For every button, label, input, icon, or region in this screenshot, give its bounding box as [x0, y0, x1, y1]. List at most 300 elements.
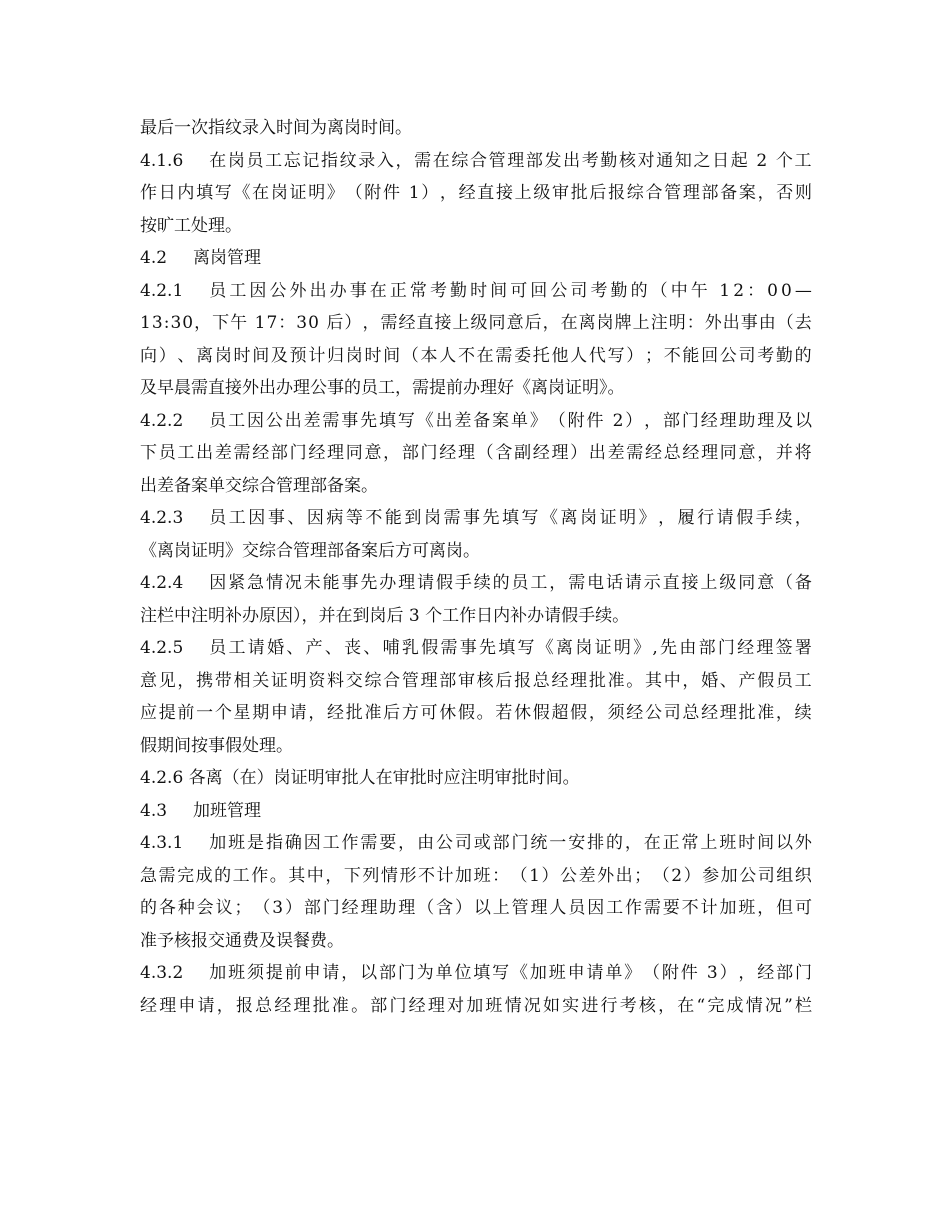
- glyph: 不: [663, 345, 681, 366]
- glyph: 、: [719, 670, 737, 691]
- glyph: 、: [286, 638, 304, 658]
- glyph: 后: [495, 670, 513, 691]
- glyph: :: [163, 313, 170, 333]
- glyph: 级: [533, 183, 551, 203]
- glyph: 请: [417, 573, 435, 593]
- line-text: 最后一次指纹录入时间为离岗时间。: [140, 118, 412, 138]
- document-body: [140, 112, 812, 1022]
- line-text: 《离岗证明》交综合管理部备案后方可离岗。: [140, 540, 480, 561]
- glyph: 归: [327, 345, 345, 366]
- glyph: 的: [794, 345, 812, 366]
- glyph: 相: [233, 670, 251, 691]
- glyph: 出: [588, 443, 606, 463]
- glyph: 出: [196, 443, 214, 463]
- glyph: 填: [473, 963, 491, 983]
- glyph: 出: [435, 410, 453, 431]
- glyph: 能: [384, 508, 402, 528]
- line-text: [140, 697, 812, 730]
- glyph: 审: [552, 183, 570, 203]
- glyph: 婚: [267, 638, 285, 658]
- glyph: 情: [265, 573, 283, 593]
- glyph: 。: [476, 703, 494, 723]
- glyph: 差: [607, 443, 625, 463]
- glyph: 事: [341, 573, 359, 593]
- glyph: 要: [379, 833, 397, 853]
- glyph: 理: [719, 703, 737, 723]
- glyph: 否: [776, 183, 794, 203]
- glyph: （: [776, 313, 794, 333]
- numbered-clause-line: [140, 242, 812, 275]
- glyph: 。: [626, 670, 644, 691]
- glyph: 注: [650, 313, 668, 333]
- glyph: 统: [530, 833, 548, 853]
- glyph: 岗: [423, 508, 441, 528]
- glyph: 作: [251, 865, 269, 886]
- glyph: 出: [722, 313, 740, 333]
- glyph: 出: [615, 865, 633, 886]
- glyph: ）: [344, 313, 362, 333]
- text-line: [140, 697, 812, 730]
- glyph: 员: [209, 280, 227, 301]
- glyph: 方: [401, 703, 419, 723]
- glyph: 考: [429, 280, 447, 301]
- glyph: 批: [312, 995, 330, 1016]
- glyph: 假: [736, 508, 754, 528]
- text-line: [140, 177, 812, 210]
- glyph: 假: [757, 670, 775, 691]
- glyph: 因: [246, 410, 264, 431]
- glyph: 理: [701, 443, 719, 463]
- glyph: 知: [674, 150, 692, 171]
- glyph: 中: [306, 865, 324, 886]
- glyph: 理: [757, 410, 775, 431]
- glyph: 工: [228, 508, 246, 528]
- glyph: 事: [459, 638, 477, 658]
- glyph: 资: [308, 670, 326, 691]
- glyph: 考: [590, 280, 608, 301]
- glyph: 急: [247, 573, 265, 593]
- numbered-clause-line: [140, 827, 812, 860]
- glyph: 外: [597, 865, 615, 886]
- glyph: 记: [302, 150, 320, 171]
- glyph: 工: [322, 833, 340, 853]
- glyph: 总: [663, 443, 681, 463]
- clause-number: 4.3: [140, 800, 168, 821]
- glyph: 前: [177, 703, 195, 723]
- glyph: 助: [738, 410, 756, 431]
- glyph: ，: [341, 963, 359, 983]
- glyph: 岗: [227, 150, 245, 171]
- glyph: 话: [605, 573, 623, 593]
- glyph: （: [650, 280, 668, 301]
- glyph: 一: [196, 703, 214, 723]
- glyph: 加: [529, 963, 547, 983]
- glyph: 门: [397, 963, 415, 983]
- glyph: 事: [740, 313, 758, 333]
- glyph: 1: [408, 183, 420, 203]
- glyph: 工: [606, 898, 624, 918]
- line-text: 及早晨需直接外出办理公事的员工，需提前办理好《离岗证明》。: [140, 378, 625, 398]
- glyph: [711, 275, 716, 308]
- glyph: 合: [383, 670, 401, 691]
- glyph: ，: [395, 150, 413, 171]
- glyph: 批: [738, 703, 756, 723]
- glyph: ，: [682, 670, 700, 691]
- glyph: 明: [613, 638, 631, 658]
- glyph: 星: [233, 703, 251, 723]
- glyph: 参: [702, 865, 720, 886]
- glyph: 电: [587, 573, 605, 593]
- glyph: 加: [466, 995, 484, 1016]
- glyph: 况: [284, 573, 302, 593]
- glyph: 门: [389, 995, 407, 1016]
- glyph: 先: [360, 410, 378, 431]
- glyph: 理: [507, 150, 525, 171]
- glyph: 或: [473, 833, 491, 853]
- glyph: 勤: [450, 280, 468, 301]
- glyph: 人: [549, 898, 567, 918]
- glyph: 因: [209, 573, 227, 593]
- glyph: 班: [473, 865, 491, 886]
- glyph: 员: [775, 670, 793, 691]
- numbered-clause-line: [140, 145, 812, 178]
- glyph: 工: [177, 443, 195, 463]
- glyph: 行: [600, 995, 618, 1016]
- glyph: 内: [177, 183, 195, 203]
- glyph: （: [510, 865, 528, 886]
- glyph: 合: [645, 183, 663, 203]
- glyph: 办: [329, 280, 347, 301]
- glyph: 间: [757, 833, 775, 853]
- glyph: 准: [364, 703, 382, 723]
- glyph: 明: [308, 183, 326, 203]
- glyph: 加: [209, 833, 227, 853]
- glyph: 预: [289, 345, 307, 366]
- glyph: 班: [738, 898, 756, 918]
- glyph: 加: [720, 865, 738, 886]
- text-line: [140, 437, 812, 470]
- glyph: 。: [269, 865, 287, 886]
- glyph: 由: [417, 833, 435, 853]
- glyph: 经: [626, 703, 644, 723]
- glyph: 续: [775, 508, 793, 528]
- glyph: 加: [455, 865, 473, 886]
- glyph: 核: [638, 995, 656, 1016]
- glyph: 栏: [794, 995, 812, 1016]
- glyph: 因: [303, 833, 321, 853]
- glyph: ：: [492, 865, 510, 886]
- glyph: 织: [794, 865, 812, 886]
- line-text: [140, 340, 812, 373]
- glyph: 形: [399, 865, 417, 886]
- glyph: 准: [331, 995, 349, 1016]
- line-text: 假期间按事假处理。: [140, 735, 293, 756]
- glyph: 出: [284, 410, 302, 431]
- glyph: 岗: [596, 313, 614, 333]
- glyph: 不: [417, 865, 435, 886]
- glyph: 1: [140, 313, 151, 333]
- glyph: 下: [140, 443, 157, 463]
- glyph: 作: [341, 833, 359, 853]
- glyph: 起: [730, 150, 748, 171]
- numbered-clause-line: [140, 275, 812, 308]
- glyph: 前: [284, 963, 302, 983]
- glyph: 意: [364, 443, 382, 463]
- glyph: 勤: [775, 345, 793, 366]
- text-line: [140, 860, 812, 893]
- glyph: 之: [693, 150, 711, 171]
- numbered-clause-line: [140, 567, 812, 600]
- glyph: 附: [364, 183, 382, 203]
- glyph: 出: [563, 150, 581, 171]
- glyph: 经: [737, 638, 755, 658]
- glyph: ）: [570, 443, 588, 463]
- glyph: 间: [252, 345, 270, 366]
- numbered-clause-line: [140, 795, 812, 828]
- text-line: [140, 925, 812, 958]
- glyph: 填: [498, 638, 516, 658]
- glyph: 入: [376, 150, 394, 171]
- glyph: 备: [794, 573, 812, 593]
- line-text: [140, 665, 812, 698]
- glyph: 签: [775, 638, 793, 658]
- glyph: 休: [439, 703, 457, 723]
- glyph: 时: [470, 280, 488, 301]
- glyph: 应: [140, 703, 157, 723]
- glyph: 假: [457, 703, 475, 723]
- glyph: 员: [209, 638, 227, 658]
- glyph: 以: [795, 410, 812, 431]
- glyph: 审: [457, 670, 475, 691]
- glyph: 经: [327, 703, 345, 723]
- glyph: 》: [529, 410, 547, 431]
- glyph: 离: [556, 638, 574, 658]
- glyph: 3: [151, 313, 163, 333]
- glyph: 差: [214, 443, 232, 463]
- glyph: 需: [414, 150, 432, 171]
- glyph: 总: [682, 703, 700, 723]
- glyph: 履: [677, 508, 695, 528]
- glyph: 经: [700, 410, 718, 431]
- glyph: 上: [700, 573, 718, 593]
- text-line: [140, 730, 812, 763]
- glyph: 经: [408, 995, 426, 1016]
- glyph: 接: [434, 313, 452, 333]
- glyph: 但: [776, 898, 794, 918]
- glyph: 经: [274, 995, 292, 1016]
- glyph: 、: [177, 345, 195, 366]
- glyph: 不: [457, 345, 475, 366]
- glyph: 可: [420, 703, 438, 723]
- glyph: 岗: [214, 345, 232, 366]
- text-line: [140, 307, 812, 340]
- glyph: 《: [511, 963, 529, 983]
- glyph: 公: [435, 833, 453, 853]
- glyph: 核: [619, 150, 637, 171]
- numbered-clause-line: [140, 502, 812, 535]
- glyph: ）: [454, 898, 472, 918]
- glyph: 班: [719, 833, 737, 853]
- glyph: 手: [755, 508, 773, 528]
- glyph: 门: [511, 833, 529, 853]
- glyph: 加: [209, 963, 227, 983]
- glyph: 病: [326, 508, 344, 528]
- glyph: 门: [420, 443, 438, 463]
- glyph: 写: [397, 410, 415, 431]
- glyph: （: [775, 573, 793, 593]
- glyph: 部: [701, 183, 719, 203]
- glyph: 下: [343, 865, 361, 886]
- glyph: 由: [758, 313, 776, 333]
- glyph: 位: [454, 963, 472, 983]
- glyph: 的: [630, 280, 648, 301]
- glyph: 哺: [382, 638, 400, 658]
- glyph: ，: [549, 573, 567, 593]
- glyph: 填: [379, 410, 396, 431]
- glyph: 公: [739, 865, 757, 886]
- glyph: 员: [511, 573, 529, 593]
- glyph: 《: [416, 410, 434, 431]
- glyph: 牌: [614, 313, 632, 333]
- glyph: 请: [197, 995, 215, 1016]
- glyph: 休: [514, 703, 532, 723]
- glyph: 经: [701, 703, 719, 723]
- glyph: 岗: [345, 345, 363, 366]
- glyph: 助: [379, 898, 397, 918]
- glyph: [248, 307, 253, 340]
- glyph: 1: [529, 865, 540, 886]
- glyph: 在: [252, 183, 270, 203]
- text-line: [140, 535, 812, 568]
- glyph: 门: [322, 898, 340, 918]
- glyph: 在: [209, 150, 227, 171]
- glyph: 《: [541, 508, 559, 528]
- glyph: 同: [488, 313, 506, 333]
- glyph: 批: [570, 183, 588, 203]
- glyph: 员: [209, 508, 227, 528]
- glyph: 勤: [600, 150, 618, 171]
- line-text: [209, 275, 812, 308]
- glyph: 门: [717, 638, 735, 658]
- glyph: 经: [644, 443, 662, 463]
- glyph: （: [345, 183, 363, 203]
- glyph: 示: [643, 573, 661, 593]
- glyph: 以: [775, 833, 793, 853]
- glyph: 单: [605, 963, 623, 983]
- glyph: 先: [482, 508, 500, 528]
- glyph: 向: [140, 345, 157, 366]
- text-line: [140, 665, 812, 698]
- glyph: 》: [624, 963, 642, 983]
- glyph: 上: [514, 183, 532, 203]
- glyph: 《: [536, 638, 554, 658]
- glyph: 安: [568, 833, 586, 853]
- glyph: 若: [495, 703, 513, 723]
- glyph: 经: [682, 443, 700, 463]
- glyph: 需: [440, 638, 458, 658]
- glyph: 报: [608, 183, 626, 203]
- glyph: 时: [233, 345, 251, 366]
- glyph: 证: [599, 508, 617, 528]
- glyph: 指: [321, 150, 339, 171]
- glyph: 超: [551, 703, 569, 723]
- glyph: 会: [196, 898, 214, 918]
- glyph: 意: [757, 573, 775, 593]
- glyph: 案: [738, 183, 756, 203]
- line-text: 出差备案单交综合管理部备案。: [140, 475, 378, 496]
- glyph: 件: [382, 183, 400, 203]
- glyph: 及: [270, 345, 288, 366]
- glyph: ，: [624, 833, 642, 853]
- glyph: 理: [551, 443, 569, 463]
- glyph: 议: [215, 898, 233, 918]
- glyph: 证: [270, 670, 288, 691]
- glyph: 接: [495, 183, 513, 203]
- glyph: 上: [492, 898, 510, 918]
- glyph: 要: [662, 898, 680, 918]
- line-text: [140, 177, 812, 210]
- glyph: 司: [738, 345, 756, 366]
- glyph: ，: [362, 313, 380, 333]
- glyph: 带: [214, 670, 232, 691]
- glyph: ，: [757, 898, 775, 918]
- glyph: 如: [542, 995, 560, 1016]
- glyph: 出: [309, 280, 327, 301]
- glyph: 考: [581, 150, 599, 171]
- glyph: 上: [452, 313, 470, 333]
- clause-number: 4.2.5: [140, 638, 184, 658]
- glyph: 中: [670, 280, 688, 301]
- glyph: 经: [398, 313, 416, 333]
- glyph: 后: [524, 313, 542, 333]
- glyph: 公: [560, 865, 578, 886]
- glyph: 指: [265, 833, 283, 853]
- glyph: 理: [398, 573, 416, 593]
- glyph: 办: [379, 573, 397, 593]
- text-line: [140, 340, 812, 373]
- glyph: 公: [265, 410, 283, 431]
- glyph: ；: [634, 865, 652, 886]
- glyph: 申: [567, 963, 585, 983]
- glyph: 在: [560, 313, 578, 333]
- glyph: 级: [719, 573, 737, 593]
- glyph: 计: [436, 865, 454, 886]
- line-text: [209, 145, 812, 178]
- glyph: 理: [719, 410, 737, 431]
- glyph: 请: [716, 508, 734, 528]
- glyph: 后: [589, 183, 607, 203]
- glyph: 需: [643, 898, 661, 918]
- glyph: 见: [158, 670, 176, 691]
- glyph: 。: [351, 995, 369, 1016]
- glyph: 回: [701, 345, 719, 366]
- line-text: [209, 405, 812, 438]
- glyph: 常: [409, 280, 427, 301]
- glyph: 理: [293, 995, 311, 1016]
- glyph: 管: [511, 898, 529, 918]
- glyph: ，: [644, 410, 662, 431]
- line-text: [209, 957, 812, 990]
- glyph: 核: [476, 670, 494, 691]
- glyph: 门: [289, 443, 307, 463]
- glyph: 部: [525, 150, 543, 171]
- glyph: ，: [439, 183, 457, 203]
- glyph: ，: [177, 670, 195, 691]
- glyph: 时: [738, 833, 756, 853]
- glyph: 在: [369, 280, 387, 301]
- glyph: 案: [492, 410, 510, 431]
- glyph: ）: [421, 183, 439, 203]
